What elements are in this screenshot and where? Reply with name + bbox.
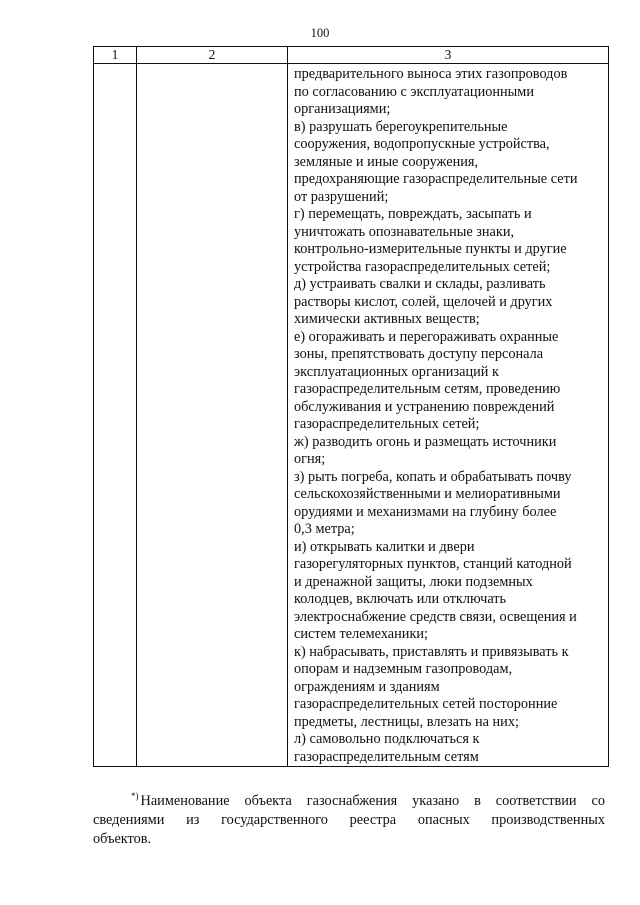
text-line: обслуживания и устранению повреждений xyxy=(294,398,555,415)
text-line: з) рыть погреба, копать и обрабатывать почву xyxy=(294,468,572,485)
table-cell-col1 xyxy=(94,64,137,767)
text-line: е) огораживать и перегораживать охранные xyxy=(294,328,559,345)
text-line: газораспределительных сетей; xyxy=(294,416,480,432)
footnote-marker: *) xyxy=(131,791,139,801)
text-line: уничтожать опознавательные знаки, xyxy=(294,223,515,240)
column-header-1: 1 xyxy=(94,47,137,64)
table-cell-col2 xyxy=(137,64,288,767)
text-line: химически активных веществ; xyxy=(294,311,480,327)
footnote xyxy=(93,787,605,849)
column-header-3: 3 xyxy=(288,47,609,64)
table-cell-col3 xyxy=(288,64,609,767)
text-line: 0,3 метра; xyxy=(294,521,355,537)
table-row xyxy=(94,64,609,767)
text-line: от разрушений; xyxy=(294,188,389,205)
text-line: в) разрушать берегоукрепительные xyxy=(294,118,508,135)
text-line: газорегуляторных пунктов, станций катодной xyxy=(294,556,572,572)
text-line: газораспределительным сетям xyxy=(294,748,479,765)
footnote-line: сведениями из государственного реестра опасных производственных xyxy=(93,812,605,828)
text-line: систем телемеханики; xyxy=(294,626,429,642)
text-line: предварительного выноса этих газопроводов xyxy=(294,66,568,82)
text-line: газораспределительных сетей посторонние xyxy=(294,696,558,712)
text-line: л) самовольно подключаться к xyxy=(294,731,480,747)
text-line: к) набрасывать, приставлять и привязывать к xyxy=(294,643,569,660)
text-line: по согласованию с эксплуатационными xyxy=(294,83,534,100)
footnote-text: Наименование объекта газоснабжения указано в соответствии со xyxy=(140,793,605,809)
footnote-line: объектов. xyxy=(93,831,152,847)
text-line: огня; xyxy=(294,451,326,467)
content-table xyxy=(93,46,609,767)
text-line: предохраняющие газораспределительные сети xyxy=(294,171,578,187)
text-line: электроснабжение средств связи, освещения и xyxy=(294,608,577,625)
text-line: зоны, препятствовать доступу персонала xyxy=(294,346,544,362)
text-line: и) открывать калитки и двери xyxy=(294,538,475,555)
text-line: контрольно-измерительные пункты и другие xyxy=(294,241,567,257)
text-line: сооружения, водопропускные устройства, xyxy=(294,136,550,152)
restrictions-text xyxy=(288,64,608,766)
text-line: ограждениям и зданиям xyxy=(294,678,440,695)
column-header-2: 2 xyxy=(137,47,288,64)
text-line: орудиями и механизмами на глубину более xyxy=(294,503,557,520)
footnote-line xyxy=(93,787,605,811)
text-line: растворы кислот, солей, щелочей и других xyxy=(294,293,553,310)
table-header-row xyxy=(94,47,609,64)
text-line: газораспределительным сетям, проведению xyxy=(294,381,561,397)
text-line: г) перемещать, повреждать, засыпать и xyxy=(294,206,532,222)
text-line: д) устраивать свалки и склады, разливать xyxy=(294,276,546,292)
text-line: земляные и иные сооружения, xyxy=(294,153,479,170)
text-line: опорам и надземным газопроводам, xyxy=(294,661,513,677)
text-line: эксплуатационных организаций к xyxy=(294,363,499,380)
text-line: ж) разводить огонь и размещать источники xyxy=(294,433,557,450)
text-line: устройства газораспределительных сетей; xyxy=(294,258,551,275)
text-line: и дренажной защиты, люки подземных xyxy=(294,573,533,590)
text-line: сельскохозяйственными и мелиоративными xyxy=(294,486,561,502)
page-number: 100 xyxy=(310,26,330,40)
text-line: колодцев, включать или отключать xyxy=(294,591,507,607)
text-line: предметы, лестницы, влезать на них; xyxy=(294,713,519,730)
text-line: организациями; xyxy=(294,101,391,117)
